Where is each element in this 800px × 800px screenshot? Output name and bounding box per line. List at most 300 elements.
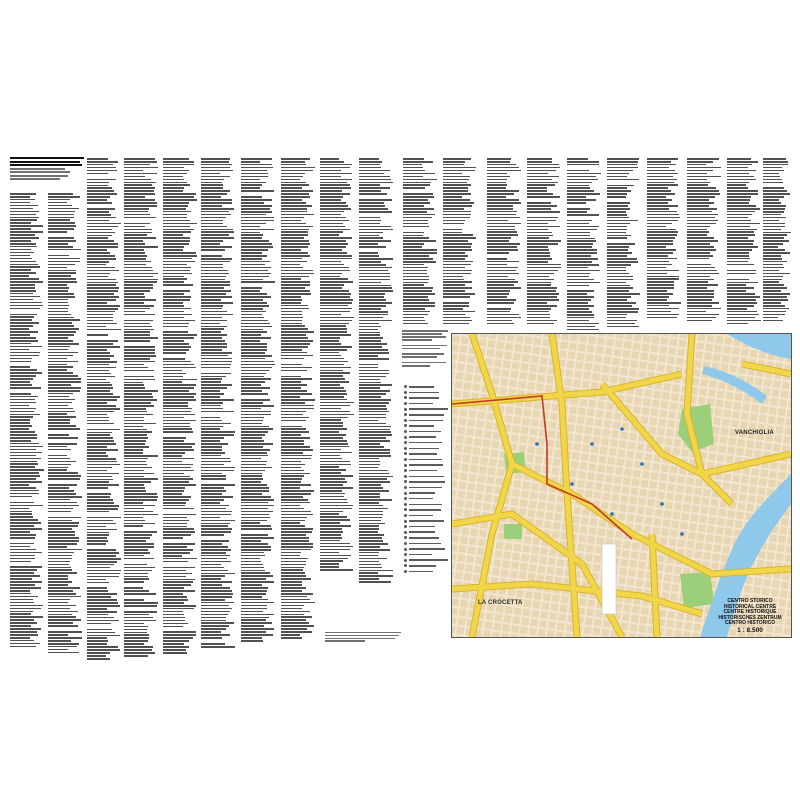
index-entry bbox=[48, 458, 70, 460]
index-entry bbox=[647, 317, 677, 319]
index-entry bbox=[359, 349, 388, 351]
index-entry bbox=[87, 287, 119, 289]
index-entry bbox=[443, 214, 471, 216]
index-entry bbox=[487, 270, 516, 272]
legend-text bbox=[409, 498, 433, 500]
index-entry bbox=[163, 176, 183, 178]
index-entry bbox=[163, 240, 190, 242]
index-entry bbox=[647, 302, 681, 304]
index-entry bbox=[124, 581, 144, 583]
index-entry bbox=[48, 543, 77, 545]
index-entry bbox=[727, 264, 754, 266]
index-entry bbox=[10, 337, 36, 339]
index-entry bbox=[443, 208, 464, 210]
index-entry bbox=[241, 246, 273, 248]
index-entry bbox=[320, 355, 341, 357]
index-entry bbox=[163, 623, 188, 625]
index-entry bbox=[10, 287, 35, 289]
index-entry bbox=[124, 229, 152, 231]
index-entry bbox=[403, 252, 437, 254]
index-entry bbox=[763, 270, 779, 272]
index-entry bbox=[567, 232, 590, 234]
index-entry bbox=[48, 349, 68, 351]
index-entry bbox=[281, 387, 301, 389]
index-entry bbox=[320, 205, 348, 207]
legend-number-icon bbox=[404, 396, 407, 399]
index-entry bbox=[87, 646, 118, 648]
index-entry bbox=[320, 325, 346, 327]
index-entry bbox=[10, 372, 42, 374]
index-entry bbox=[124, 246, 158, 248]
index-entry bbox=[359, 320, 392, 322]
index-entry bbox=[163, 267, 191, 269]
index-entry bbox=[359, 408, 387, 410]
index-entry bbox=[241, 461, 267, 463]
index-entry bbox=[487, 193, 514, 195]
index-entry bbox=[443, 173, 462, 175]
legend-text bbox=[409, 504, 442, 506]
index-entry bbox=[201, 340, 225, 342]
index-entry bbox=[281, 602, 315, 604]
index-entry bbox=[567, 246, 592, 248]
index-entry bbox=[10, 443, 39, 445]
index-entry bbox=[10, 387, 41, 389]
index-entry bbox=[281, 473, 310, 475]
index-entry bbox=[607, 243, 635, 245]
index-entry bbox=[241, 182, 266, 184]
index-entry bbox=[87, 320, 113, 322]
index-entry bbox=[443, 264, 471, 266]
index-entry bbox=[10, 299, 33, 301]
index-entry bbox=[687, 320, 712, 322]
index-entry bbox=[124, 405, 154, 407]
index-entry bbox=[10, 455, 36, 457]
index-entry bbox=[124, 287, 153, 289]
index-entry bbox=[48, 528, 72, 530]
index-entry bbox=[443, 234, 473, 236]
index-entry bbox=[201, 217, 226, 219]
index-entry bbox=[163, 202, 189, 204]
index-entry bbox=[48, 275, 71, 277]
index-entry bbox=[241, 617, 269, 619]
index-entry bbox=[163, 296, 191, 298]
index-entry bbox=[687, 205, 709, 207]
index-entry bbox=[87, 190, 114, 192]
index-entry bbox=[359, 540, 383, 542]
index-entry bbox=[359, 417, 386, 419]
index-entry bbox=[320, 525, 351, 527]
index-entry bbox=[281, 555, 300, 557]
index-entry bbox=[320, 566, 339, 568]
index-entry bbox=[10, 384, 32, 386]
index-entry bbox=[403, 158, 424, 160]
index-entry bbox=[201, 405, 221, 407]
index-entry bbox=[359, 285, 391, 287]
index-entry bbox=[359, 373, 389, 375]
index-entry bbox=[124, 408, 146, 410]
index-entry bbox=[10, 516, 33, 518]
index-entry bbox=[567, 329, 599, 331]
index-entry bbox=[607, 232, 626, 234]
index-entry bbox=[124, 537, 150, 539]
index-entry bbox=[687, 179, 707, 181]
index-entry bbox=[124, 602, 158, 604]
index-entry bbox=[487, 237, 511, 239]
index-entry bbox=[403, 287, 433, 289]
index-entry bbox=[320, 455, 340, 457]
index-entry bbox=[10, 549, 36, 551]
index-entry bbox=[48, 219, 70, 221]
index-entry bbox=[281, 537, 309, 539]
index-entry bbox=[320, 534, 341, 536]
index-entry bbox=[163, 214, 187, 216]
index-entry bbox=[163, 255, 197, 257]
index-entry bbox=[124, 379, 155, 381]
index-entry bbox=[443, 308, 463, 310]
index-entry bbox=[201, 473, 222, 475]
index-entry bbox=[201, 546, 228, 548]
index-entry bbox=[359, 246, 386, 248]
index-entry bbox=[201, 326, 227, 328]
index-entry bbox=[281, 261, 307, 263]
index-entry bbox=[281, 549, 311, 551]
index-entry bbox=[359, 578, 379, 580]
index-entry bbox=[201, 202, 232, 204]
index-entry bbox=[10, 228, 31, 230]
index-entry bbox=[567, 264, 599, 266]
index-entry bbox=[763, 287, 787, 289]
index-entry bbox=[48, 616, 76, 618]
index-entry bbox=[281, 190, 313, 192]
index-entry bbox=[241, 170, 267, 172]
index-entry bbox=[87, 596, 111, 598]
index-entry bbox=[87, 623, 111, 625]
index-entry bbox=[241, 317, 264, 319]
index-entry bbox=[359, 273, 390, 275]
index-entry bbox=[487, 273, 519, 275]
index-entry bbox=[163, 534, 191, 536]
index-entry bbox=[201, 458, 230, 460]
index-entry bbox=[359, 329, 378, 331]
index-entry bbox=[241, 543, 268, 545]
index-entry bbox=[124, 599, 144, 601]
index-entry bbox=[163, 352, 186, 354]
city-map[interactable] bbox=[451, 333, 792, 638]
index-entry bbox=[763, 176, 780, 178]
index-entry bbox=[163, 290, 190, 292]
index-entry bbox=[201, 296, 232, 298]
index-entry bbox=[163, 446, 192, 448]
index-entry bbox=[281, 325, 305, 327]
index-entry bbox=[163, 531, 195, 533]
legend-text bbox=[409, 431, 441, 433]
index-column bbox=[359, 158, 393, 584]
index-entry bbox=[48, 640, 71, 642]
index-entry bbox=[48, 464, 71, 466]
index-entry bbox=[443, 276, 463, 278]
index-entry bbox=[763, 173, 779, 175]
index-entry bbox=[647, 164, 676, 166]
index-entry bbox=[163, 652, 187, 654]
index-entry bbox=[241, 387, 270, 389]
index-entry bbox=[320, 522, 340, 524]
index-entry bbox=[359, 167, 381, 169]
index-entry bbox=[48, 408, 73, 410]
index-entry bbox=[201, 334, 227, 336]
legend-text bbox=[409, 481, 445, 483]
index-entry bbox=[487, 220, 508, 222]
index-entry bbox=[281, 370, 307, 372]
index-entry bbox=[359, 199, 392, 201]
index-entry bbox=[48, 575, 68, 577]
index-entry bbox=[163, 411, 191, 413]
index-entry bbox=[281, 437, 310, 439]
index-entry bbox=[527, 158, 552, 160]
index-entry bbox=[241, 232, 260, 234]
index-entry bbox=[567, 308, 589, 310]
index-entry bbox=[281, 314, 302, 316]
index-entry bbox=[10, 613, 31, 615]
index-entry bbox=[403, 193, 433, 195]
index-entry bbox=[320, 361, 348, 363]
index-entry bbox=[727, 270, 756, 272]
index-entry bbox=[487, 323, 514, 325]
index-entry bbox=[281, 452, 303, 454]
index-entry bbox=[124, 399, 157, 401]
index-entry bbox=[281, 572, 305, 574]
index-entry bbox=[10, 452, 42, 454]
index-entry bbox=[124, 270, 153, 272]
index-entry bbox=[281, 487, 300, 489]
index-entry bbox=[527, 179, 552, 181]
index-entry bbox=[48, 372, 73, 374]
index-entry bbox=[163, 223, 197, 225]
index-entry bbox=[87, 643, 107, 645]
index-entry bbox=[443, 196, 462, 198]
index-entry bbox=[201, 396, 220, 398]
index-entry bbox=[163, 340, 184, 342]
index-entry bbox=[281, 267, 303, 269]
index-entry bbox=[403, 196, 434, 198]
index-entry bbox=[87, 640, 108, 642]
index-entry bbox=[201, 608, 232, 610]
index-entry bbox=[241, 520, 267, 522]
index-entry bbox=[281, 546, 313, 548]
index-entry bbox=[124, 626, 148, 628]
index-entry bbox=[124, 443, 145, 445]
index-entry bbox=[201, 517, 220, 519]
index-entry bbox=[320, 487, 353, 489]
index-entry bbox=[359, 549, 390, 551]
index-entry bbox=[527, 229, 548, 231]
index-entry bbox=[487, 264, 507, 266]
index-entry bbox=[320, 370, 343, 372]
legend-text bbox=[409, 464, 443, 466]
index-entry bbox=[10, 402, 36, 404]
index-entry bbox=[281, 467, 301, 469]
index-entry bbox=[201, 646, 235, 648]
index-entry bbox=[10, 634, 38, 636]
index-entry bbox=[48, 552, 74, 554]
index-entry bbox=[727, 282, 758, 284]
index-entry bbox=[647, 290, 667, 292]
index-entry bbox=[687, 246, 714, 248]
index-entry bbox=[10, 428, 29, 430]
index-entry bbox=[163, 349, 189, 351]
index-entry bbox=[647, 258, 677, 260]
index-entry bbox=[241, 431, 268, 433]
index-entry bbox=[201, 190, 230, 192]
index-entry bbox=[647, 299, 667, 301]
index-entry bbox=[281, 249, 301, 251]
index-entry bbox=[163, 581, 193, 583]
index-entry bbox=[87, 487, 108, 489]
index-entry bbox=[241, 226, 260, 228]
index-entry bbox=[763, 261, 787, 263]
index-entry bbox=[124, 182, 156, 184]
index-entry bbox=[87, 614, 108, 616]
index-entry bbox=[241, 499, 274, 501]
index-entry bbox=[124, 170, 143, 172]
index-entry bbox=[607, 293, 640, 295]
index-entry bbox=[201, 525, 228, 527]
index-entry bbox=[241, 273, 271, 275]
index-entry bbox=[48, 413, 67, 415]
index-entry bbox=[443, 255, 468, 257]
index-entry bbox=[124, 570, 152, 572]
index-entry bbox=[48, 243, 68, 245]
index-entry bbox=[281, 229, 309, 231]
index-entry bbox=[320, 223, 343, 225]
index-entry bbox=[201, 214, 231, 216]
index-entry bbox=[281, 508, 304, 510]
index-entry bbox=[87, 493, 111, 495]
index-entry bbox=[320, 340, 339, 342]
index-entry bbox=[201, 384, 232, 386]
index-entry bbox=[443, 246, 471, 248]
index-entry bbox=[201, 514, 231, 516]
index-entry bbox=[320, 540, 340, 542]
index-entry bbox=[87, 540, 108, 542]
index-entry bbox=[48, 358, 67, 360]
index-entry bbox=[281, 543, 313, 545]
index-entry bbox=[527, 240, 561, 242]
index-entry bbox=[124, 264, 146, 266]
index-entry bbox=[403, 202, 430, 204]
index-entry bbox=[607, 202, 630, 204]
index-entry bbox=[359, 464, 380, 466]
index-entry bbox=[124, 429, 147, 431]
index-entry bbox=[48, 428, 80, 430]
index-entry bbox=[607, 211, 626, 213]
index-entry bbox=[607, 285, 630, 287]
index-entry bbox=[359, 240, 391, 242]
index-entry bbox=[10, 205, 38, 207]
index-entry bbox=[87, 334, 108, 336]
index-entry bbox=[201, 234, 229, 236]
index-entry bbox=[241, 320, 268, 322]
index-entry bbox=[443, 202, 474, 204]
index-entry bbox=[727, 196, 751, 198]
index-entry bbox=[487, 314, 519, 316]
index-entry bbox=[403, 220, 428, 222]
index-entry bbox=[487, 249, 518, 251]
index-entry bbox=[48, 637, 82, 639]
index-entry bbox=[359, 352, 389, 354]
index-entry bbox=[727, 226, 750, 228]
map-canvas[interactable] bbox=[452, 334, 791, 637]
index-entry bbox=[124, 493, 157, 495]
index-entry bbox=[163, 637, 193, 639]
index-entry bbox=[48, 578, 68, 580]
index-entry bbox=[163, 331, 188, 333]
index-entry bbox=[87, 443, 116, 445]
index-entry bbox=[241, 264, 265, 266]
index-entry bbox=[87, 655, 106, 657]
index-entry bbox=[163, 567, 195, 569]
index-entry bbox=[201, 643, 225, 645]
park bbox=[504, 524, 522, 539]
index-entry bbox=[87, 264, 106, 266]
index-entry bbox=[281, 528, 313, 530]
index-entry bbox=[201, 308, 222, 310]
index-entry bbox=[87, 405, 116, 407]
index-entry bbox=[281, 411, 306, 413]
index-entry bbox=[359, 434, 392, 436]
index-entry bbox=[124, 461, 146, 463]
index-entry bbox=[87, 302, 107, 304]
index-entry bbox=[48, 267, 67, 269]
index-entry bbox=[241, 340, 260, 342]
index-entry bbox=[241, 293, 267, 295]
index-entry bbox=[241, 249, 268, 251]
index-entry bbox=[359, 308, 381, 310]
index-entry bbox=[201, 625, 229, 627]
legend-text bbox=[409, 526, 435, 528]
index-entry bbox=[687, 281, 708, 283]
index-entry bbox=[727, 190, 758, 192]
index-entry bbox=[647, 158, 678, 160]
index-entry bbox=[201, 393, 224, 395]
centro-label-line: CENTRO HISTORICO bbox=[724, 620, 776, 627]
district-label: VANCHIGLIA bbox=[735, 430, 774, 436]
index-entry bbox=[727, 287, 754, 289]
index-entry bbox=[87, 652, 110, 654]
index-entry bbox=[443, 199, 470, 201]
index-entry bbox=[201, 302, 233, 304]
index-entry bbox=[124, 161, 157, 163]
index-entry bbox=[163, 470, 194, 472]
index-entry bbox=[487, 164, 516, 166]
index-entry bbox=[10, 396, 38, 398]
index-entry bbox=[687, 237, 714, 239]
index-entry bbox=[87, 590, 108, 592]
index-entry bbox=[403, 240, 436, 242]
index-entry bbox=[163, 478, 193, 480]
index-entry bbox=[201, 264, 223, 266]
index-entry bbox=[163, 252, 196, 254]
index-entry bbox=[10, 225, 43, 227]
index-entry bbox=[201, 543, 222, 545]
index-entry bbox=[124, 643, 144, 645]
index-entry bbox=[10, 484, 29, 486]
index-entry bbox=[567, 270, 600, 272]
index-entry bbox=[87, 523, 116, 525]
index-entry bbox=[241, 473, 262, 475]
index-entry bbox=[124, 473, 154, 475]
index-entry bbox=[241, 381, 265, 383]
index-entry bbox=[281, 484, 311, 486]
